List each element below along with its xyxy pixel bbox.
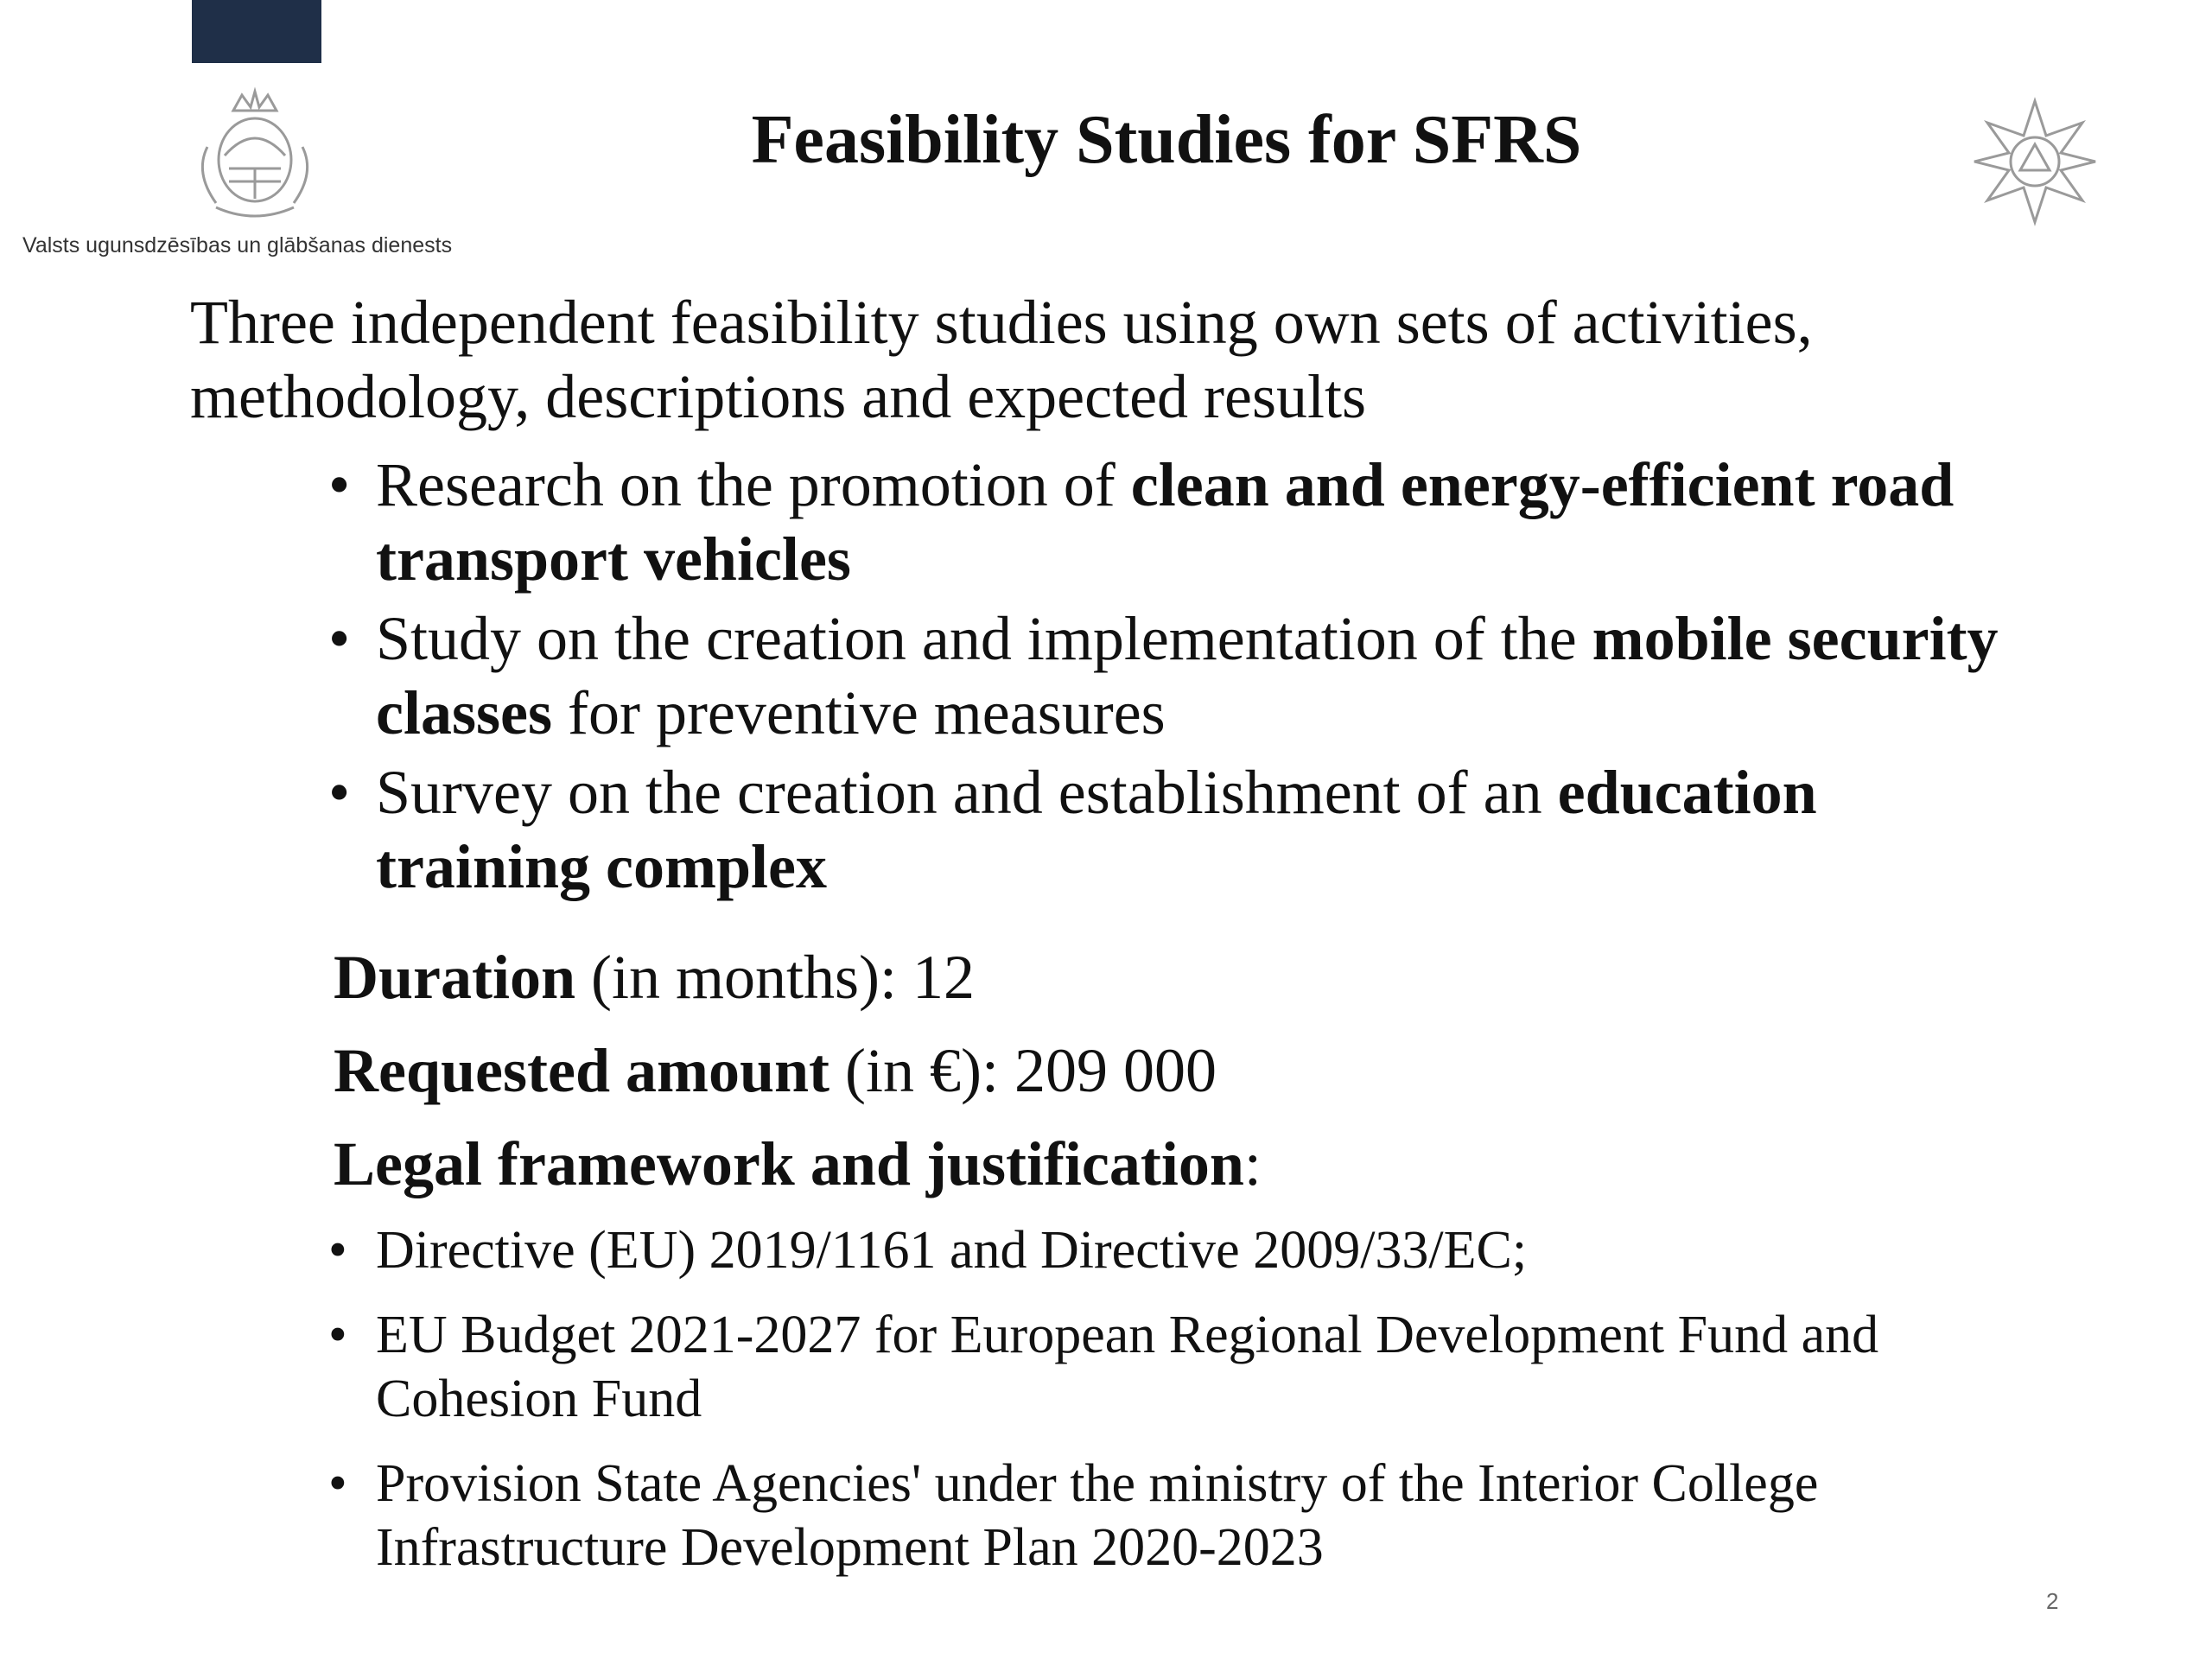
project-facts bbox=[334, 940, 2062, 1220]
bullet: • bbox=[328, 604, 351, 673]
bullet: • bbox=[328, 1221, 347, 1280]
item-text: Study on the creation and implementation of the bbox=[376, 604, 1592, 673]
activities-list bbox=[328, 448, 2013, 909]
item-text: Provision State Agencies' under the ministry of the Interior College Infrastructure Development Plan 2020-2023 bbox=[376, 1454, 1819, 1577]
amount-label: Requested amount bbox=[334, 1036, 830, 1105]
list-item bbox=[328, 1218, 2013, 1282]
duration-line bbox=[334, 940, 2062, 1014]
fire-rescue-star-emblem-icon bbox=[1970, 97, 2100, 226]
duration-label: Duration bbox=[334, 943, 576, 1012]
bullet: • bbox=[328, 450, 351, 519]
list-item bbox=[328, 1303, 2013, 1431]
bullet: • bbox=[328, 758, 351, 827]
amount-value: (in €): 209 000 bbox=[830, 1036, 1217, 1105]
bullet: • bbox=[328, 1454, 347, 1513]
list-item bbox=[328, 448, 2013, 596]
page-number: 2 bbox=[2046, 1588, 2059, 1614]
legal-colon: : bbox=[1243, 1129, 1262, 1198]
item-text: EU Budget 2021-2027 for European Regional Development Fund and Cohesion Fund bbox=[376, 1306, 1879, 1428]
top-accent-bar bbox=[192, 0, 321, 63]
amount-line bbox=[334, 1033, 2062, 1108]
bullet: • bbox=[328, 1306, 347, 1364]
legal-heading bbox=[334, 1127, 2062, 1201]
slide-title: Feasibility Studies for SFRS bbox=[751, 102, 1582, 178]
intro-paragraph: Three independent feasibility studies using own sets of activities, methodology, descriptions and expected results bbox=[190, 288, 1813, 431]
duration-value: (in months): 12 bbox=[575, 943, 976, 1012]
legal-label: Legal framework and justification bbox=[334, 1129, 1244, 1198]
latvia-coat-of-arms-icon bbox=[181, 86, 328, 225]
list-item bbox=[328, 601, 2013, 750]
item-emphasis: mobile security classes bbox=[376, 604, 1999, 747]
item-text: Survey on the creation and establishment of an bbox=[376, 758, 1558, 827]
list-item bbox=[328, 755, 2013, 904]
list-item bbox=[328, 1452, 2013, 1580]
item-emphasis: clean and energy-efficient road transport vehicles bbox=[376, 450, 1955, 594]
legal-list bbox=[328, 1218, 2013, 1600]
organization-name: Valsts ugunsdzēsības un glābšanas dienests bbox=[22, 233, 453, 257]
item-emphasis: education training complex bbox=[376, 758, 1817, 901]
item-text: Directive (EU) 2019/1161 and Directive 2009/33/EC; bbox=[376, 1221, 1528, 1280]
item-text: Research on the promotion of bbox=[376, 450, 1131, 519]
item-text-end: for preventive measures bbox=[551, 678, 1166, 747]
